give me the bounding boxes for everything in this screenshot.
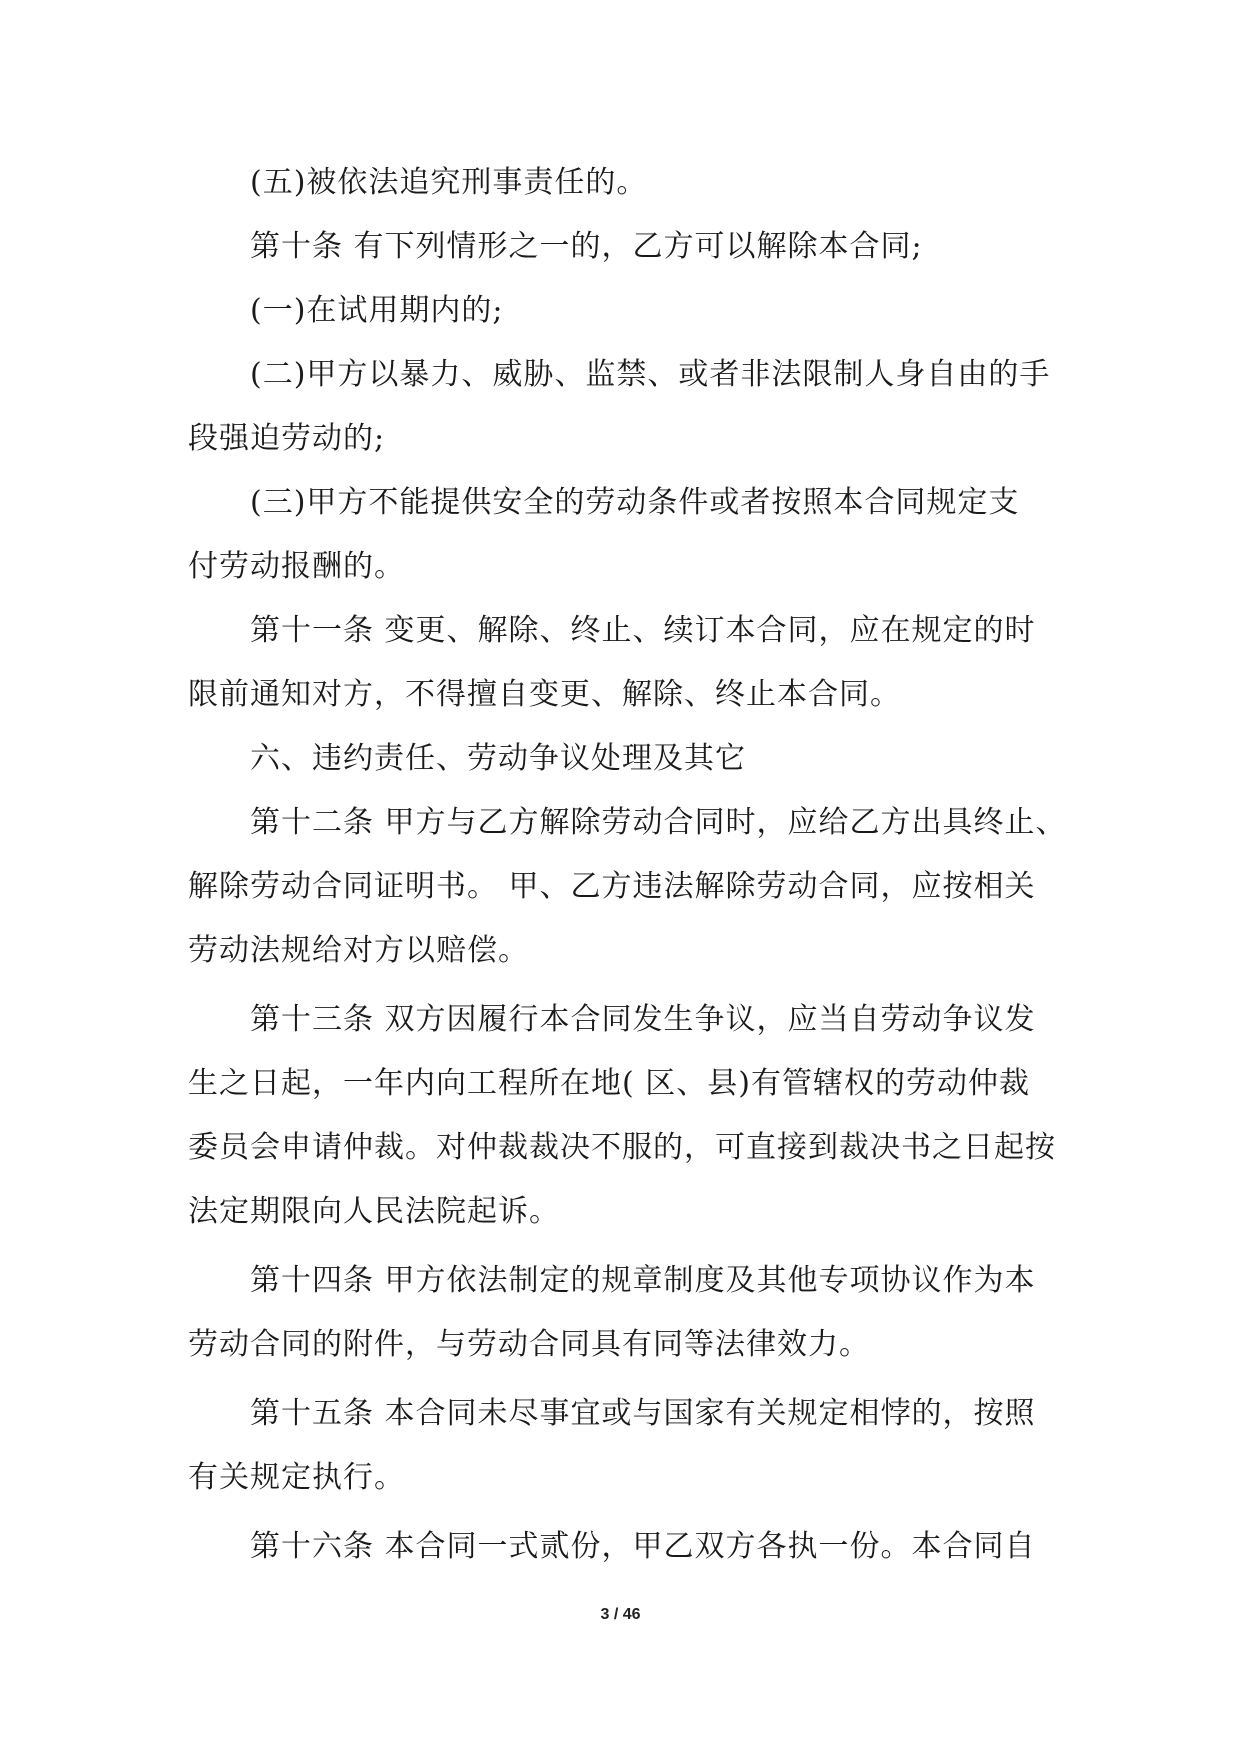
text-line: 第十五条 本合同未尽事宜或与国家有关规定相悖的，按照 — [250, 1396, 1036, 1431]
text-line: 第十四条 甲方依法制定的规章制度及其他专项协议作为本 — [250, 1263, 1036, 1298]
text-line: (二)甲方以暴力、威胁、监禁、或者非法限制人身自由的手 — [250, 357, 1051, 392]
text-line: 第十三条 双方因履行本合同发生争议，应当自劳动争议发 — [250, 1002, 1036, 1037]
page-number: 3 / 46 — [600, 1606, 641, 1623]
text-line: 法定期限向人民法院起诉。 — [188, 1194, 560, 1229]
text-line: (五)被依法追究刑事责任的。 — [250, 165, 648, 200]
text-line: 第十二条 甲方与乙方解除劳动合同时，应给乙方出具终止、 — [250, 805, 1067, 840]
text-line: 第十一条 变更、解除、终止、续订本合同，应在规定的时 — [250, 613, 1036, 648]
section-heading: 六、违约责任、劳动争议处理及其它 — [250, 741, 746, 776]
text-line: 限前通知对方，不得擅自变更、解除、终止本合同。 — [188, 677, 901, 712]
text-line: (三)甲方不能提供安全的劳动条件或者按照本合同规定支 — [250, 485, 1020, 520]
text-line: 有关规定执行。 — [188, 1460, 405, 1495]
text-line: 生之日起，一年内向工程所在地( 区、县)有管辖权的劳动仲裁 — [188, 1066, 1030, 1101]
text-line: 委员会申请仲裁。对仲裁裁决不服的，可直接到裁决书之日起按 — [188, 1130, 1056, 1165]
text-line: (一)在试用期内的; — [250, 293, 504, 328]
text-line: 第十六条 本合同一式贰份，甲乙双方各执一份。本合同自 — [250, 1529, 1036, 1564]
text-line: 第十条 有下列情形之一的，乙方可以解除本合同; — [250, 229, 923, 264]
text-line: 解除劳动合同证明书。 甲、乙方违法解除劳动合同，应按相关 — [188, 869, 1036, 904]
text-line: 劳动法规给对方以赔偿。 — [188, 933, 529, 968]
text-line: 付劳动报酬的。 — [188, 549, 405, 584]
text-line: 劳动合同的附件，与劳动合同具有同等法律效力。 — [188, 1327, 870, 1362]
text-line: 段强迫劳动的; — [188, 421, 386, 456]
